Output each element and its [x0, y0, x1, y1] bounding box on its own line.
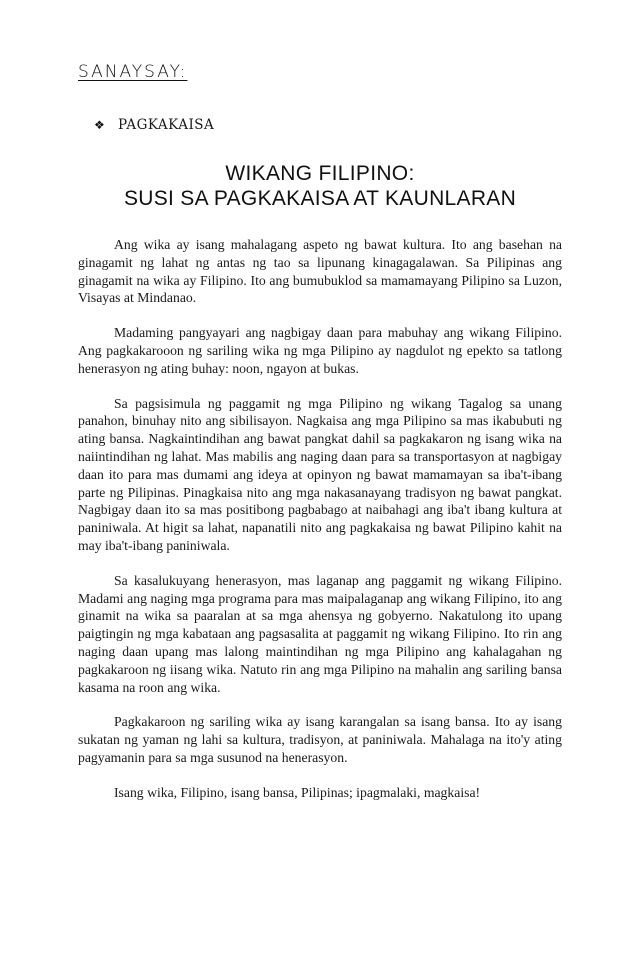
paragraph: Pagkakaroon ng sariling wika ay isang karangalan sa isang bansa. Ito ay isang sukatan ng yaman ng lahi sa kultura, tradisyon, at paniniwala. Mahalaga na ito'y ating pagyamanin para sa mga susunod na henerasyon. [78, 714, 562, 765]
paragraph: Sa kasalukuyang henerasyon, mas laganap ang paggamit ng wikang Filipino. Madami ang naging mga programa para mas maipalaganap ang wikang Filipino, ito ang ginamit na wika sa paaralan at sa mga ahensya ng gobyerno. Nakatulong ito upang paigtingin ng mga kabataan ang pagsasalita at paggamit ng wikang Filipino. Ito rin ang naging daan upang mas lalong maintindihan ng mga Pilipino ang kahalagahan ng pagkakaroon ng iisang wika. Natuto rin ang mga Pilipino na mahalin ang sariling bansa kasama na roon ang wika. [78, 572, 562, 695]
diamond-bullet-icon: ❖ [94, 118, 106, 132]
essay-body [78, 236, 562, 819]
paragraph: Ang wika ay isang mahalagang aspeto ng bawat kultura. Ito ang basehan na ginagamit ng lahat ng antas ng tao sa lipunang kinagagalawan. Sa Pilipinas ang ginagamit na wika ay Filipino. Ito ang bumubuklod sa mamamayang Pilipino sa Luzon, Visayas at Mindanao. [78, 237, 562, 306]
bullet-item [94, 117, 214, 133]
essay-title-line-2: SUSI SA PAGKAKAISA AT KAUNLARAN [123, 187, 517, 210]
bullet-label: PAGKAKAISA [118, 117, 215, 133]
paragraph: Madaming pangyayari ang nagbigay daan para mabuhay ang wikang Filipino. Ang pagkakarooon ng sariling wika ng mga Pilipino ay nagdulot ng epekto sa tatlong henerasyon ng ating buhay: noon, ngayon at bukas. [78, 325, 562, 376]
essay-title-line-1: WIKANG FILIPINO: [225, 162, 415, 185]
paragraph: Isang wika, Filipino, isang bansa, Pilipinas; ipagmalaki, magkaisa! [114, 784, 481, 800]
paragraph: Sa pagsisimula ng paggamit ng mga Pilipino ng wikang Tagalog sa unang panahon, binuhay nito ang sibilisayon. Nagkaisa ang mga Pilipino sa mas ikabubuti ng ating bansa. Nagkaintindihan ang bawat pangkat dahil sa pagkakaron ng isang wika na naiintindihan ng lahat. Mas mabilis ang naging daan para sa transportasyon at nagbigay daan ito para mas dumami ang ideya at opinyon ng bawat mamamayan sa iba't-ibang parte ng Pilipinas. Pinagkaisa nito ang mga nakasanayang tradisyon ng bawat pangkat. Nagbigay daan ito sa mas positibong pagbabago at naibahagi ang iba't ibang kultura at paniniwala. At higit sa lahat, napanatili nito ang pagkakaisa ng bawat Pilipino kahit na may iba't-ibang paniniwala. [78, 395, 562, 553]
section-label: SANAYSAY: [78, 62, 188, 82]
